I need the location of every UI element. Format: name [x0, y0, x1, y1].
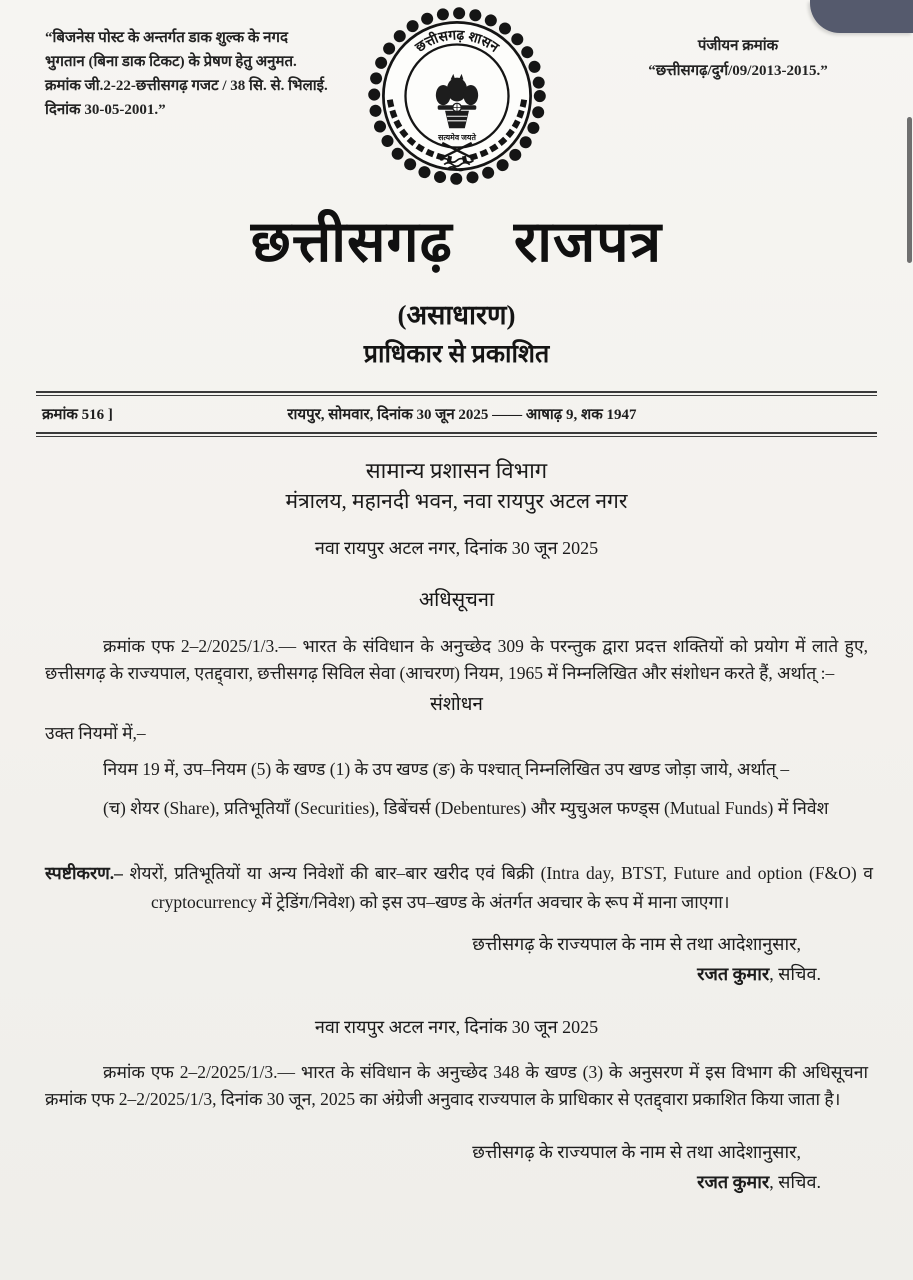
- masthead-rule-bottom: [36, 432, 877, 437]
- signature-block-1: [0, 929, 913, 989]
- gazette-header: [0, 0, 913, 188]
- notification-para-1: क्रमांक एफ 2–2/2025/1/3.— भारत के संविधान के अनुच्छेद 309 के परन्तुक द्वारा प्रदत्त शक्तियों को प्रयोग में लाते हुए, छत्तीसगढ़ के राज्यपाल, एतद्द्वारा, छत्तीसगढ़ सिविल सेवा (आचरण) नियम, 1965 में निम्नलिखित और संशोधन करते हैं, अर्थात् :–: [45, 636, 868, 683]
- signature-block-2: [0, 1137, 913, 1197]
- rules-intro-line: उक्त नियमों में,–: [45, 723, 146, 743]
- masthead-date-line: रायपुर, सोमवार, दिनांक 30 जून 2025 —— आषाढ़ 9, शक 1947: [287, 407, 637, 423]
- signatory-name: रजत कुमार: [697, 964, 770, 984]
- vertical-scrollbar-thumb[interactable]: [907, 117, 912, 263]
- rule-19-para: नियम 19 में, उप–नियम (5) के खण्ड (1) के उप खण्ड (ङ) के पश्चात् निम्नलिखित उप खण्ड जोड़ा जाये, अर्थात् –: [103, 759, 790, 779]
- registration-label: पंजीयन क्रमांक: [697, 38, 779, 54]
- chhattisgarh-state-emblem-icon: [365, 4, 549, 188]
- postal-permission-note: “बिजनेस पोस्ट के अन्तर्गत डाक शुल्क के नगद भुगतान (बिना डाक टिकट) के प्रेषण हेतु अनुमत. क्रमांक जी.2-22-छत्तीसगढ़ गजट / 38 सि. से. भिलाई. दिनांक 30-05-2001.”: [45, 30, 328, 118]
- signature-authority-line: छत्तीसगढ़ के राज्यपाल के नाम से तथा आदेशानुसार,: [472, 1142, 801, 1162]
- department-name: सामान्य प्रशासन विभाग: [365, 458, 548, 483]
- gazette-subtitle: (असाधारण): [397, 300, 516, 330]
- registration-block: [593, 34, 883, 84]
- signatory-designation: , सचिव.: [769, 964, 821, 984]
- screen-corner-overlay: [810, 0, 913, 33]
- registration-number: “छत्तीसगढ़/दुर्ग/09/2013-2015.”: [648, 63, 828, 79]
- signature-authority-line: छत्तीसगढ़ के राज्यपाल के नाम से तथा आदेशानुसार,: [472, 934, 801, 954]
- gazette-title: छत्तीसगढ़ राजपत्र: [250, 211, 663, 274]
- place-date-line-1: नवा रायपुर अटल नगर, दिनांक 30 जून 2025: [314, 538, 599, 558]
- translation-para: क्रमांक एफ 2–2/2025/1/3.— भारत के संविधान के अनुच्छेद 348 के खण्ड (3) के अनुसरण में इस विभाग की अधिसूचना क्रमांक एफ 2–2/2025/1/3, दिनांक 30 जून, 2025 का अंग्रेजी अनुवाद राज्यपाल के प्राधिकार से एतद्द्वारा प्रकाशित किया जाता है।: [45, 1062, 868, 1109]
- signatory-name-line: [0, 959, 913, 989]
- issue-number: क्रमांक 516 ]: [42, 407, 113, 423]
- signatory-designation: , सचिव.: [769, 1172, 821, 1192]
- explanation-para: [45, 859, 873, 917]
- signatory-name-line: [0, 1167, 913, 1197]
- emblem-arc-text: छत्तीसगढ़ शासन: [412, 27, 502, 55]
- masthead-row: [36, 396, 877, 432]
- amendment-heading: संशोधन: [430, 694, 483, 715]
- notification-heading: अधिसूचना: [418, 589, 495, 611]
- clause-cha-para: (च) शेयर (Share), प्रतिभूतियाँ (Securities), डिबेंचर्स (Debentures) और म्युचुअल फण्ड्स (Mutual Funds) में निवेश: [103, 798, 829, 818]
- publication-authority-line: प्राधिकार से प्रकाशित: [363, 341, 550, 368]
- emblem-motto: सत्यमेव जयते: [437, 133, 476, 143]
- department-address: मंत्रालय, महानदी भवन, नवा रायपुर अटल नगर: [285, 489, 628, 513]
- explanation-label: स्पष्टीकरण.–: [45, 863, 123, 883]
- signatory-name: रजत कुमार: [697, 1172, 770, 1192]
- explanation-text: शेयरों, प्रतिभूतियों या अन्य निवेशों की बार–बार खरीद एवं बिक्री (Intra day, BTST, Future and option (F&O) व cryptocurrency में ट्रेडिंग/निवेश) को इस उप–खण्ड के अंतर्गत अवचार के रूप में माना जाएगा।: [129, 863, 874, 912]
- place-date-line-2: नवा रायपुर अटल नगर, दिनांक 30 जून 2025: [314, 1017, 599, 1037]
